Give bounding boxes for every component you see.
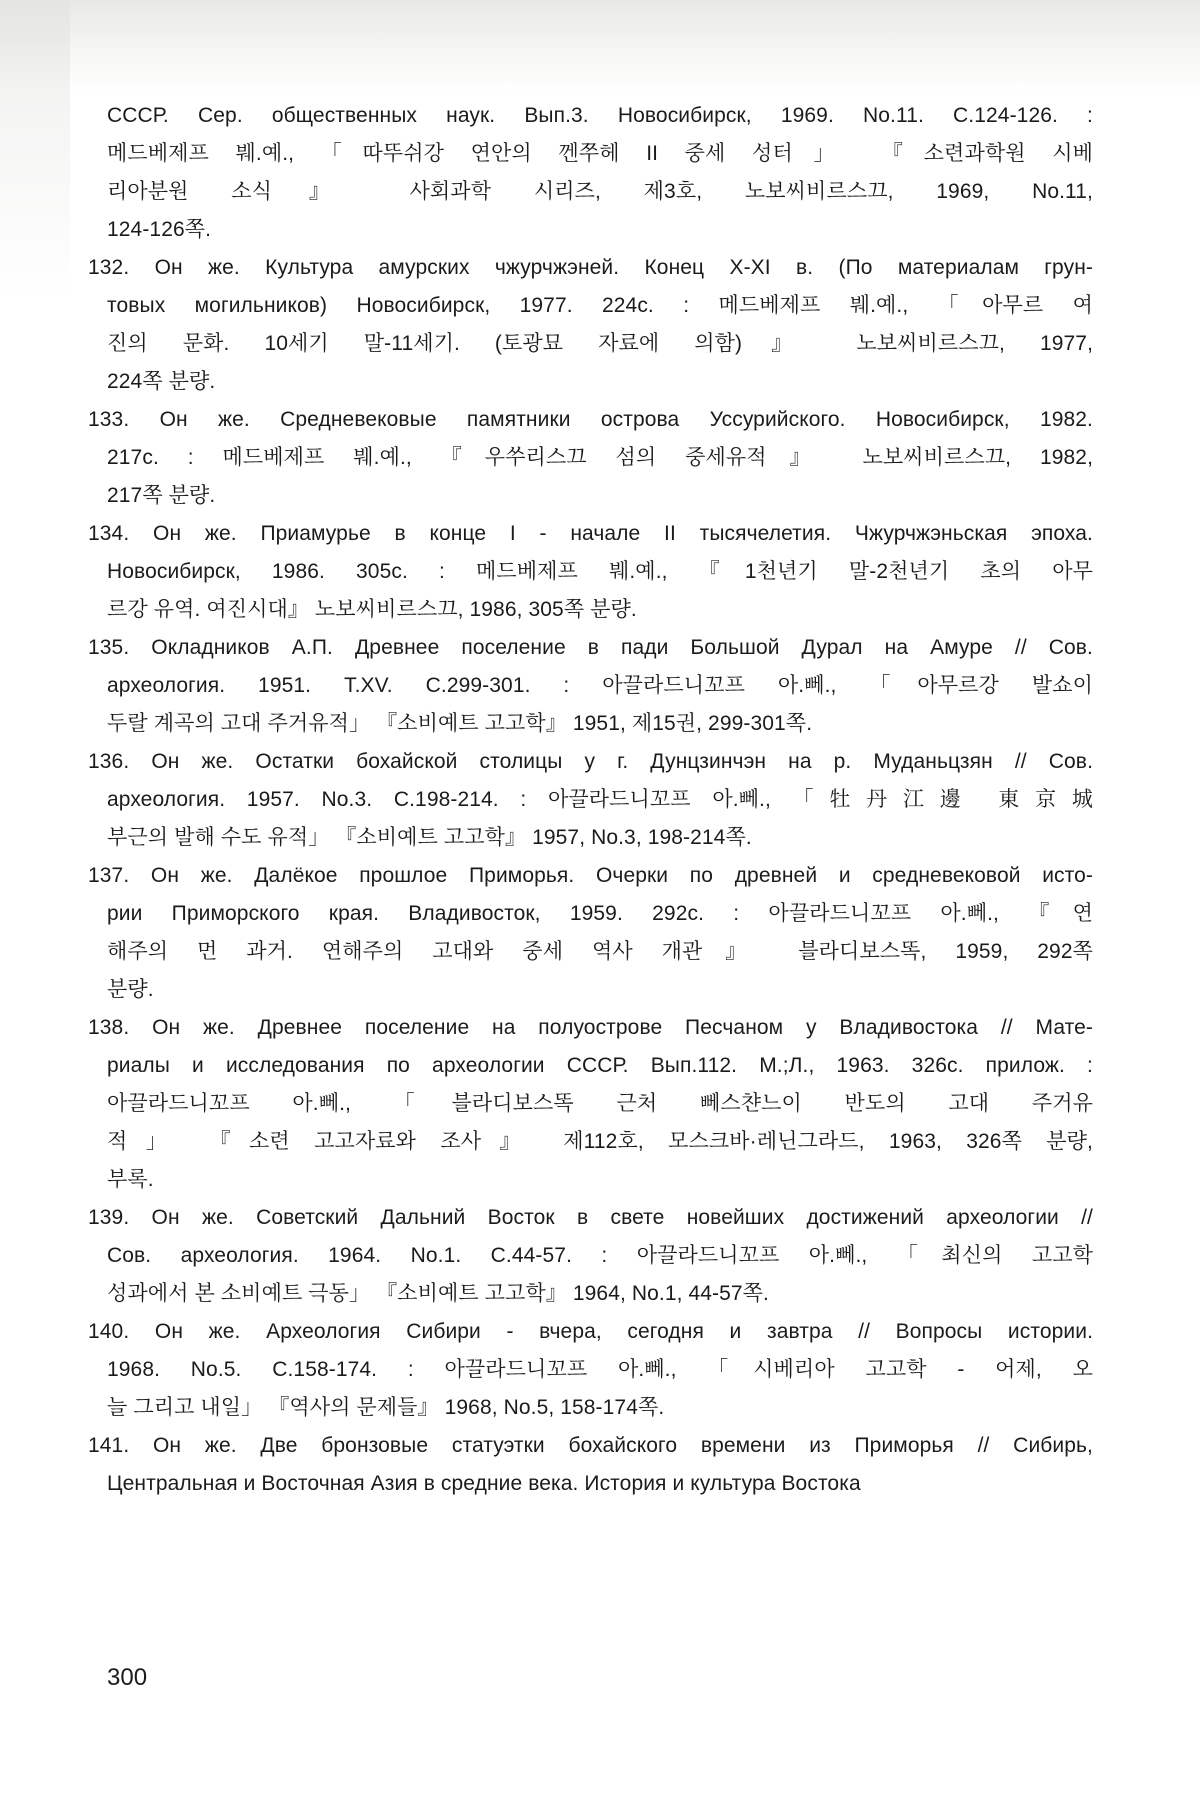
entry-number: 138.	[88, 1016, 130, 1039]
bibliography-entry	[88, 1313, 1093, 1427]
entry-number: 132.	[88, 256, 130, 279]
entry-line: 141. Он же. Две бронзовые статуэтки бохайского времени из Приморья // Сибирь,	[88, 1434, 1093, 1457]
entry-number: 133.	[88, 408, 130, 431]
entry-line: 224쪽 분량.	[107, 370, 216, 393]
entry-line: 리아분원 소식』 사회과학 시리즈, 제3호, 노보씨비르스끄, 1969, No.11,	[107, 180, 1093, 203]
bibliography-entry	[88, 1009, 1093, 1199]
entry-number: 140.	[88, 1320, 130, 1343]
entry-line: 해주의 먼 과거. 연해주의 고대와 중세 역사 개관』 블라디보스똑, 1959, 292쪽	[107, 940, 1093, 963]
entry-line: 124-126쪽.	[107, 218, 212, 241]
bibliography-entry	[88, 1427, 1093, 1503]
entry-line: 부근의 발해 수도 유적」 『소비예트 고고학』 1957, No.3, 198-214쪽.	[107, 826, 752, 849]
bibliography-entry	[88, 1199, 1093, 1313]
entry-line: СССР. Сер. общественных наук. Вып.3. Новосибирск, 1969. No.11. С.124-126. :	[107, 104, 1093, 127]
entry-line: 217쪽 분량.	[107, 484, 216, 507]
scan-edge-shading-left	[0, 0, 70, 300]
bibliography-entry	[88, 515, 1093, 629]
entry-line: 적」 『소련 고고자료와 조사』 제112호, 모스크바·레닌그라드, 1963, 326쪽 분량,	[107, 1130, 1093, 1153]
bibliography-entry	[88, 857, 1093, 1009]
entry-line: 진의 문화. 10세기 말-11세기. (토광묘 자료에 의함)』 노보씨비르스끄, 1977,	[107, 332, 1093, 355]
entry-number: 134.	[88, 522, 130, 545]
entry-number: 139.	[88, 1206, 130, 1229]
entry-line: 1968. No.5. С.158-174. : 아끌라드니꼬프 아.뻬., 「시베리아 고고학 - 어제, 오	[107, 1358, 1093, 1381]
bibliography-entry	[88, 401, 1093, 515]
entry-line: 134. Он же. Приамурье в конце I - начале II тысячелетия. Чжурчжэньская эпоха.	[88, 522, 1093, 545]
entry-line: 135. Окладников А.П. Древнее поселение в пади Большой Дурал на Амуре // Сов.	[88, 636, 1093, 659]
bibliography-entry	[107, 97, 1093, 249]
entry-line: риалы и исследования по археологии СССР. Вып.112. М.;Л., 1963. 326с. прилож. :	[107, 1054, 1093, 1077]
entry-line: 아끌라드니꼬프 아.뻬., 「블라디보스똑 근처 뻬스챤느이 반도의 고대 주거유	[107, 1092, 1093, 1115]
bibliography-list	[88, 97, 1093, 1503]
entry-line: 르강 유역. 여진시대』 노보씨비르스끄, 1986, 305쪽 분량.	[107, 598, 637, 621]
entry-line: 140. Он же. Археология Сибири - вчера, сегодня и завтра // Вопросы истории.	[88, 1320, 1093, 1343]
entry-line: 두랄 계곡의 고대 주거유적」 『소비예트 고고학』 1951, 제15권, 299-301쪽.	[107, 712, 813, 735]
entry-line: археология. 1957. No.3. С.198-214. : 아끌라드니꼬프 아.뻬., 「牡丹江邊 東京城	[107, 788, 1093, 811]
entry-line: 성과에서 본 소비예트 극동」 『소비예트 고고학』 1964, No.1, 44-57쪽.	[107, 1282, 769, 1305]
entry-line: Новосибирск, 1986. 305с. : 메드베제프 붸.예., 『1천년기 말-2천년기 초의 아무	[107, 560, 1093, 583]
bibliography-entry	[88, 629, 1093, 743]
entry-line: 137. Он же. Далёкое прошлое Приморья. Очерки по древней и средневековой исто-	[88, 864, 1093, 887]
scan-edge-shading-top	[0, 0, 1200, 92]
entry-line: археология. 1951. Т.XV. С.299-301. : 아끌라드니꼬프 아.뻬., 「아무르강 발쇼이	[107, 674, 1093, 697]
entry-line: 139. Он же. Советский Дальний Восток в свете новейших достижений археологии //	[88, 1206, 1093, 1229]
entry-number: 137.	[88, 864, 130, 887]
entry-line: 138. Он же. Древнее поселение на полуострове Песчаном у Владивостока // Мате-	[88, 1016, 1093, 1039]
entry-line: 133. Он же. Средневековые памятники острова Уссурийского. Новосибирск, 1982.	[88, 408, 1093, 431]
entry-line: Центральная и Восточная Азия в средние века. История и культура Востока	[107, 1472, 861, 1495]
entry-line: Сов. археология. 1964. No.1. С.44-57. : 아끌라드니꼬프 아.뻬., 「최신의 고고학	[107, 1244, 1093, 1267]
entry-number: 141.	[88, 1434, 130, 1457]
entry-line: товых могильников) Новосибирск, 1977. 224с. : 메드베제프 붸.예., 「아무르 여	[107, 294, 1093, 317]
entry-line: 132. Он же. Культура амурских чжурчжэней. Конец X-XI в. (По материалам грун-	[88, 256, 1093, 279]
entry-number: 135.	[88, 636, 130, 659]
entry-line: 136. Он же. Остатки бохайской столицы у г. Дунцзинчэн на р. Муданьцзян // Сов.	[88, 750, 1093, 773]
entry-line: 늘 그리고 내일」 『역사의 문제들』 1968, No.5, 158-174쪽.	[107, 1396, 665, 1419]
entry-line: 메드베제프 붸.예., 「따뚜쉬강 연안의 껜쭈헤 II 중세 성터」 『소련과학원 시베	[107, 142, 1093, 165]
entry-number: 136.	[88, 750, 130, 773]
entry-line: 부록.	[107, 1168, 154, 1191]
entry-line: 분량.	[107, 978, 154, 1001]
bibliography-entry	[88, 743, 1093, 857]
entry-line: рии Приморского края. Владивосток, 1959. 292с. : 아끌라드니꼬프 아.뻬., 『연	[107, 902, 1093, 925]
bibliography-entry	[88, 249, 1093, 401]
page-number: 300	[107, 1664, 148, 1691]
entry-line: 217с. : 메드베제프 붸.예., 『우쑤리스끄 섬의 중세유적』 노보씨비르스끄, 1982,	[107, 446, 1093, 469]
